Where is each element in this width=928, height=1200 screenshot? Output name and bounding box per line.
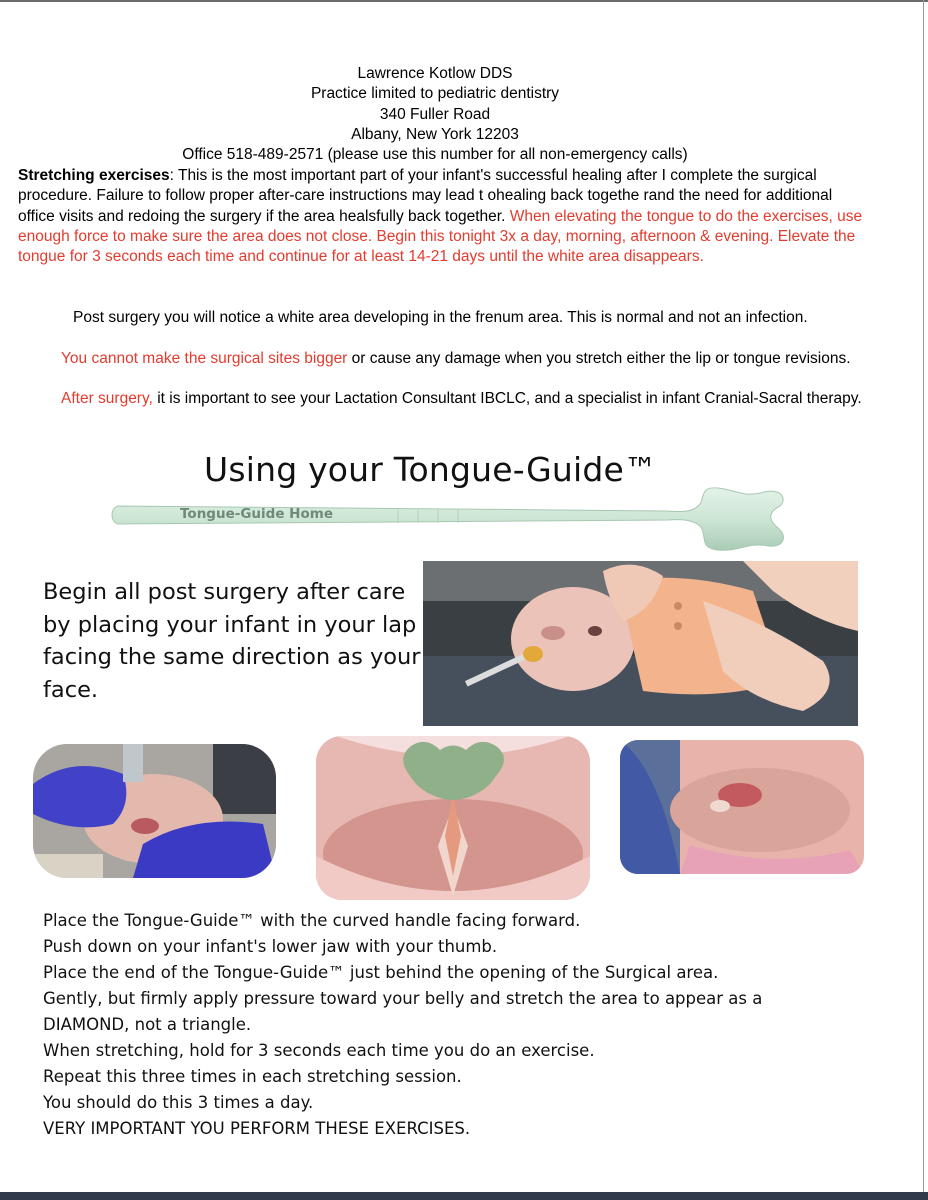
mouth-closeup-photo	[620, 740, 864, 874]
practice-line: Practice limited to pediatric dentistry	[310, 85, 560, 103]
step-line: Repeat this three times in each stretching session.	[43, 1067, 462, 1086]
stretching-label: Stretching exercises	[18, 167, 170, 184]
top-border	[0, 0, 928, 2]
cannot-paragraph	[18, 349, 868, 369]
gloved-hands-photo	[33, 744, 276, 878]
stretching-text: : This is the most important part of your infant's successful healing after I complete the surgical procedure. Failure to follow proper after-care instructions may lead t ohealing back togethe rand the need for additional office visits and redoing the surgery if the area healsfully back together.	[18, 167, 833, 225]
step-line: Gently, but firmly apply pressure toward your belly and stretch the area to appear as a	[43, 989, 763, 1008]
step-line: Place the end of the Tongue-Guide™ just behind the opening of the Surgical area.	[43, 963, 719, 982]
steps-list	[43, 908, 903, 1142]
begin-instruction: Begin all post surgery after care by placing your infant in your lap facing the same direction as your face.	[43, 579, 421, 703]
letterhead	[0, 64, 870, 165]
post-surgery-paragraph	[18, 308, 868, 328]
post-surgery-text: Post surgery you will notice a white area developing in the frenum area. This is normal and not an infection.	[73, 309, 808, 326]
cannot-text: or cause any damage when you stretch either the lip or tongue revisions.	[347, 350, 851, 367]
city-address: Albany, New York 12203	[351, 125, 519, 143]
page-edge	[923, 0, 924, 1192]
step-line: You should do this 3 times a day.	[43, 1093, 314, 1112]
step-line: DIAMOND, not a triangle.	[43, 1015, 252, 1034]
taskbar-strip	[0, 1192, 928, 1200]
after-text: it is important to see your Lactation Consultant IBCLC, and a specialist in infant Cranial-Sacral therapy.	[152, 390, 862, 407]
tongue-guide-diagram-photo	[316, 736, 590, 900]
tongue-guide-tool-label: Tongue-Guide Home	[180, 506, 333, 522]
after-paragraph	[18, 389, 868, 409]
tongue-guide-title: Using your Tongue-Guide™	[204, 450, 658, 489]
step-line: Place the Tongue-Guide™ with the curved handle facing forward.	[43, 911, 581, 930]
cannot-warning: You cannot make the surgical sites bigger	[61, 350, 348, 367]
doctor-name: Lawrence Kotlow DDS	[357, 65, 513, 82]
stretching-warning: When elevating the tongue to do the exercises, use enough force to make sure the area does not close. Begin this tonight 3x a day, morning, afternoon & evening. Elevate the tongue for 3 seconds each time and continue for at least 14-21 days until the white area disappears.	[18, 207, 863, 266]
street-address: 340 Fuller Road	[379, 105, 491, 123]
step-line: Push down on your infant's lower jaw with your thumb.	[43, 937, 498, 956]
stretching-paragraph	[18, 166, 868, 267]
infant-lap-photo	[423, 561, 858, 726]
after-warning: After surgery,	[61, 390, 153, 407]
step-line: VERY IMPORTANT YOU PERFORM THESE EXERCISES.	[43, 1119, 471, 1138]
office-phone: Office 518-489-2571 (please use this number for all non-emergency calls)	[182, 146, 688, 164]
step-line: When stretching, hold for 3 seconds each time you do an exercise.	[43, 1041, 595, 1060]
